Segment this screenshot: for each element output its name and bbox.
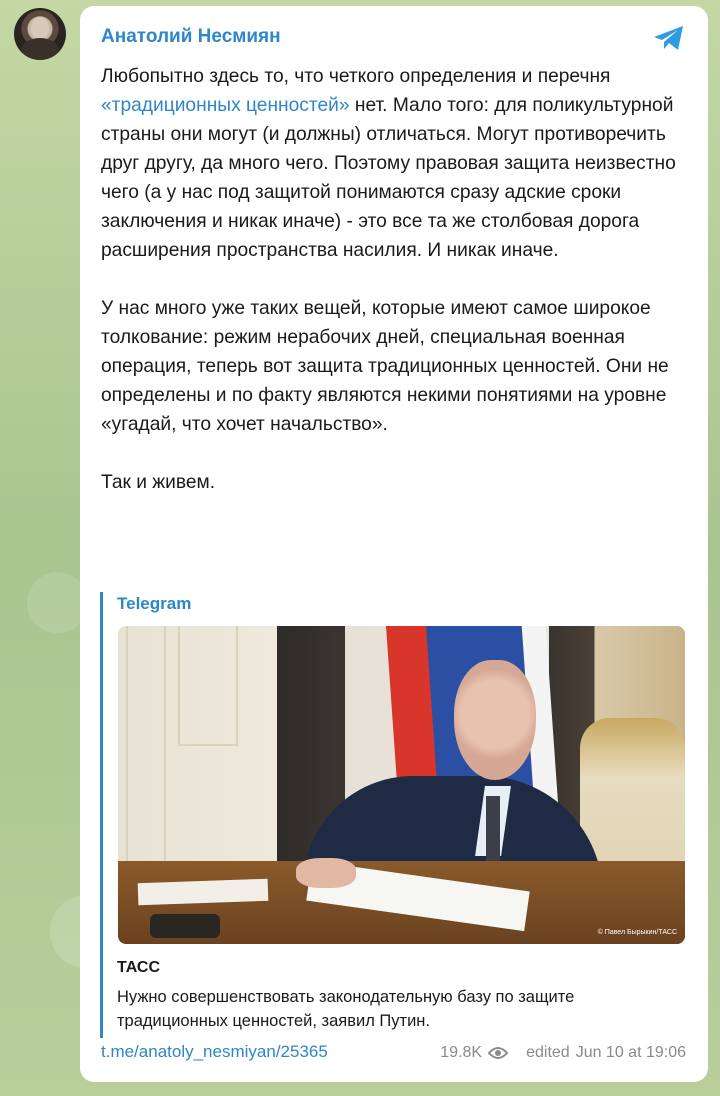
wall-panel	[126, 626, 166, 866]
paragraph-3: Так и живем.	[101, 472, 216, 493]
paper	[138, 879, 269, 906]
avatar-face	[31, 17, 49, 39]
preview-title: ТАСС	[117, 959, 161, 976]
paragraph-2: У нас много уже таких вещей, которые имеют самое широкое толкование: режим нерабочих дней, специальная военная операция, теперь вот защита традиционных ценностей. Они не определены и по факту являются некими понятиями на уровне «угадай, что хочет начальство».	[101, 298, 669, 435]
message-date: Jun 10 at 19:06	[575, 1044, 686, 1061]
author-name[interactable]: Анатолий Несмиян	[101, 26, 281, 47]
message-meta	[440, 1044, 686, 1062]
edited-label: edited	[526, 1044, 570, 1061]
link-preview[interactable]	[100, 592, 686, 1038]
telegram-share-icon[interactable]	[652, 24, 686, 52]
person-tie	[486, 796, 500, 866]
paragraph-1-start: Любопытно здесь то, что четкого определения и перечня	[101, 66, 611, 87]
person-head	[454, 660, 536, 780]
preview-site-name: Telegram	[117, 594, 192, 613]
preview-description: Нужно совершенствовать законодательную базу по защите традиционных ценностей, заявил Путин.	[117, 988, 575, 1030]
message-bubble	[80, 6, 708, 1082]
hashtag-link[interactable]: «традиционных ценностей»	[101, 95, 350, 116]
person-hand	[296, 858, 356, 888]
wall-panel	[178, 626, 238, 746]
photo-credit: © Павел Бырыкин/ТАСС	[597, 929, 677, 936]
paragraph-1	[101, 62, 693, 265]
author-avatar[interactable]	[14, 8, 66, 60]
desk-phone	[150, 914, 220, 938]
view-count: 19.8K	[440, 1044, 483, 1061]
preview-photo[interactable]	[118, 626, 685, 944]
post-link[interactable]: t.me/anatoly_nesmiyan/25365	[101, 1042, 328, 1061]
paragraph-1-end: нет. Мало того: для поликультурной страны они могут (и должны) отличаться. Могут противоречить друг другу, да много чего. Поэтому правовая защита неизвестно чего (а у нас под защитой понимаются сразу адские сроки заключения и никак иначе) - это все та же столбовая дорога расширения пространства насилия. И никак иначе.	[101, 95, 676, 261]
avatar-body	[20, 38, 60, 60]
message-text	[101, 62, 693, 497]
eye-icon	[488, 1046, 508, 1060]
